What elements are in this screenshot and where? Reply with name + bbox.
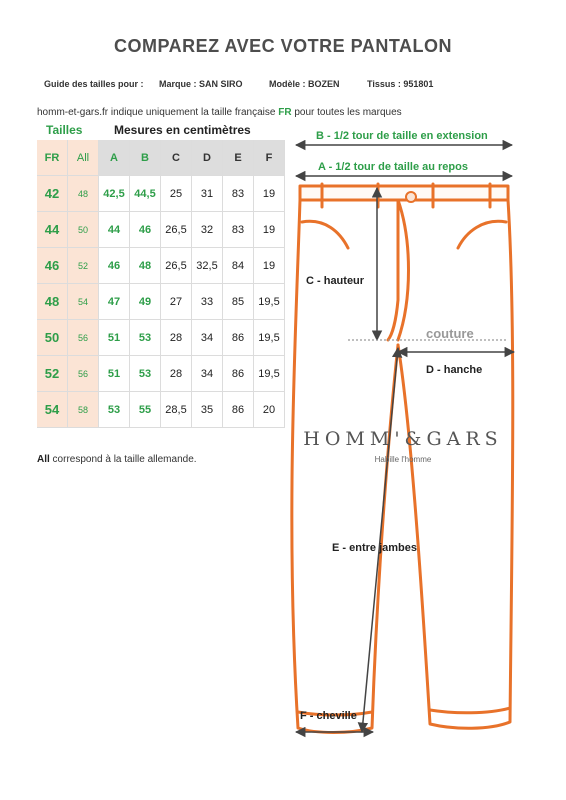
table-cell: 28,5 [161,392,192,428]
table-cell: 26,5 [161,212,192,248]
arrow-e [362,348,398,732]
table-cell: 44,5 [130,176,161,212]
table-cell: 19 [254,176,285,212]
table-cell: 44 [99,212,130,248]
label-e: E - entre jambes [332,542,417,554]
sizing-note-text: homm-et-gars.fr indique uniquement la taille française [37,107,279,118]
table-cell: 86 [223,320,254,356]
table-cell: 49 [130,284,161,320]
all-note-text: correspond à la taille allemande. [49,454,197,465]
table-cell: 51 [99,320,130,356]
table-cell: 27 [161,284,192,320]
table-cell: 84 [223,248,254,284]
table-cell: 54 [68,284,99,320]
table-cell: 19,5 [254,284,285,320]
table-cell: 53 [99,392,130,428]
table-cell: 83 [223,212,254,248]
brand-logo: HOMM'&GARS [303,428,503,450]
table-cell: 32 [192,212,223,248]
table-cell: 20 [254,392,285,428]
table-cell: 50 [37,320,68,356]
column-header-all: All [68,140,99,176]
table-cell: 19,5 [254,320,285,356]
table-cell: 28 [161,320,192,356]
table-cell: 42,5 [99,176,130,212]
table-cell: 19 [254,212,285,248]
table-cell: 42 [37,176,68,212]
label-c: C - hauteur [306,275,365,287]
tailles-header: Tailles [46,123,83,137]
table-cell: 31 [192,176,223,212]
table-cell: 50 [68,212,99,248]
column-header-c: C [161,140,192,176]
sizing-note-text-end: pour toutes les marques [291,107,402,118]
table-cell: 19 [254,248,285,284]
table-cell: 83 [223,176,254,212]
table-cell: 86 [223,356,254,392]
table-cell: 48 [68,176,99,212]
table-cell: 52 [37,356,68,392]
table-cell: 25 [161,176,192,212]
table-cell: 53 [130,320,161,356]
label-a: A - 1/2 tour de taille au repos [318,161,468,173]
table-cell: 46 [99,248,130,284]
brand-tagline: Habille l'homme [374,455,432,464]
table-cell: 46 [37,248,68,284]
table-cell: 48 [130,248,161,284]
label-b: B - 1/2 tour de taille en extension [316,130,488,142]
label-d: D - hanche [426,364,483,376]
column-header-d: D [192,140,223,176]
table-cell: 34 [192,356,223,392]
column-header-fr: FR [37,140,68,176]
label-f: F - cheville [300,710,357,722]
table-cell: 28 [161,356,192,392]
column-header-a: A [99,140,130,176]
table-cell: 33 [192,284,223,320]
table-cell: 58 [68,392,99,428]
guide-label: Guide des tailles pour : [44,79,144,89]
fabric-info: Tissus : 951801 [367,79,434,89]
table-cell: 32,5 [192,248,223,284]
table-cell: 34 [192,320,223,356]
table-cell: 56 [68,356,99,392]
table-cell: 85 [223,284,254,320]
table-cell: 46 [130,212,161,248]
table-cell: 35 [192,392,223,428]
model-info: Modèle : BOZEN [269,79,340,89]
table-cell: 54 [37,392,68,428]
table-cell: 51 [99,356,130,392]
column-header-f: F [254,140,285,176]
table-cell: 55 [130,392,161,428]
table-cell: 56 [68,320,99,356]
table-cell: 26,5 [161,248,192,284]
table-cell: 48 [37,284,68,320]
label-couture: couture [426,326,474,341]
table-cell: 19,5 [254,356,285,392]
mesures-header: Mesures en centimètres [114,123,251,137]
table-cell: 52 [68,248,99,284]
table-cell: 53 [130,356,161,392]
column-header-b: B [130,140,161,176]
brand-info: Marque : SAN SIRO [159,79,243,89]
table-cell: 47 [99,284,130,320]
all-note-bold: All [37,454,50,465]
button-icon [406,192,416,202]
column-header-e: E [223,140,254,176]
table-cell: 86 [223,392,254,428]
sizing-note-fr: FR [278,107,292,118]
page-title: COMPAREZ AVEC VOTRE PANTALON [114,36,452,56]
table-cell: 44 [37,212,68,248]
